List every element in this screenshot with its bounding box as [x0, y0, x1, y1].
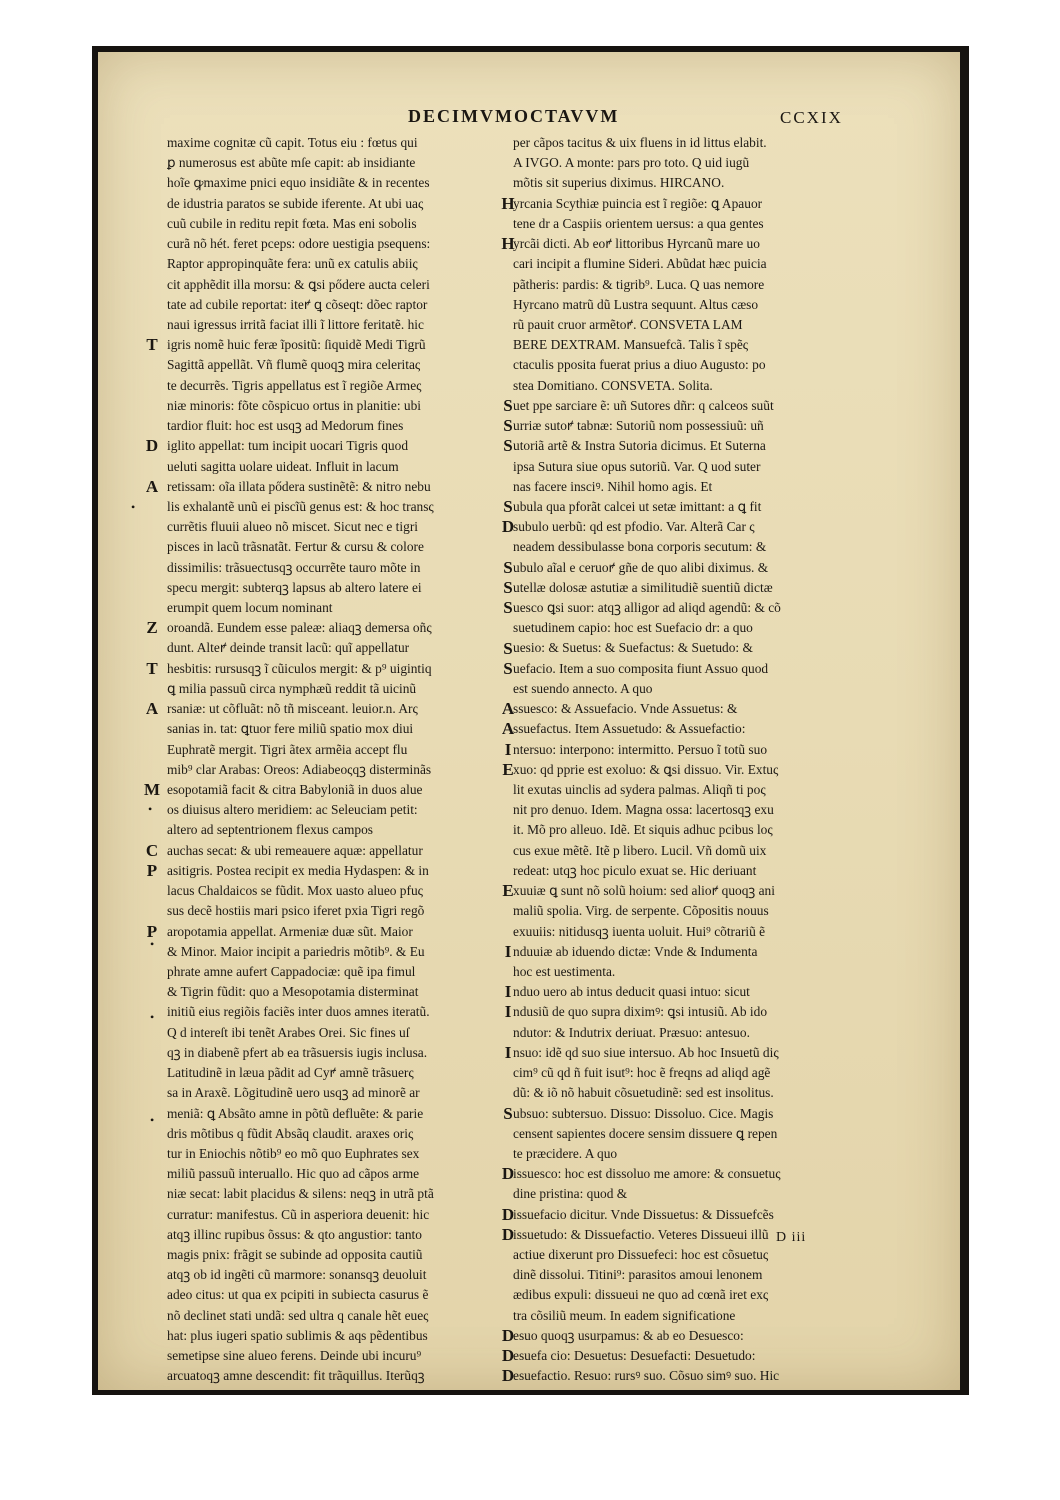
text-line: ipsa Sutura siue opus sutoriũ. Var. Q uod suter — [513, 458, 761, 474]
initial-letter: S — [503, 416, 513, 436]
initial-letter: P — [146, 921, 158, 941]
text-line: issuefacio dicitur. Vnde Dissuetus: & Dissuefcẽs — [513, 1206, 774, 1222]
text-line: tate ad cubile reportat: iteꝵ ꝗ cõseqt: dõec raptor — [167, 296, 428, 312]
text-line: cari incipit a flumine Sideri. Abũdat hæc puicia — [513, 256, 767, 272]
text-line: uesco ꝗsi suor: atqꝫ alligor ad aliqd agendũ: & cõ — [513, 600, 781, 616]
text-line: xuo: qd pprie est exoluo: & ꝗsi dissuo. Vir. Extuς — [513, 761, 779, 777]
initial-letter: S — [503, 557, 513, 577]
text-line: neadem dessibulasse bona corporis secutum: & — [513, 539, 767, 555]
text-line: rsaniæ: ut cõfluãt: nõ tñ misceant. leuior.n. Arς — [167, 701, 418, 717]
text-line: Raptor appropinquãte fera: unũ ex catulis abiiς — [167, 256, 418, 272]
text-line: cus exue mẽtẽ. Itẽ p libero. Lucil. Vñ domũ uix — [513, 842, 767, 858]
text-line: ntersuo: interpono: intermitto. Persuo ĩ totũ suo — [513, 741, 768, 757]
text-line: yrcania Scythiæ puincia est ĩ regiõe: ꝗ Apauor — [513, 195, 763, 211]
text-line: & Minor. Maior incipit a pariedris mõtib⁹. & Eu — [167, 943, 425, 959]
margin-mark: • — [148, 802, 153, 816]
right-text-column — [513, 133, 839, 1387]
text-line: lacus Chaldaicos se fũdit. Mox uasto alueo pfuς — [167, 883, 423, 899]
text-line: igris nomẽ huic feræ ĩpositũ: ſiquidẽ Medi Tigrũ — [167, 337, 426, 353]
text-line: dine pristina: quod & — [513, 1186, 628, 1202]
text-line: atqꝫ ob id ingẽti cũ marmore: sonansqꝫ deuoluit — [167, 1267, 427, 1283]
text-line: arcuatoqꝫ amne descendit: fit trãquillus. Iterũqꝫ — [167, 1368, 425, 1384]
text-line: redeat: utqꝫ hoc piculo exuat se. Hic deriuant — [513, 862, 757, 878]
initial-letter: M — [143, 780, 161, 800]
text-line: niæ minoris: fõte cõspicuo ortus in planitie: ubi — [167, 397, 422, 413]
text-line: esuefa cio: Desuetus: Desuefacti: Desuetudo: — [513, 1348, 756, 1364]
text-line: curã nõ hét. feret pceps: odore uestigia psequens: — [167, 236, 431, 252]
text-line: erumpit quem locum nominant — [167, 600, 333, 616]
text-line: tardior fluit: hoc est usqꝫ ad Medorum fines — [167, 418, 404, 434]
initial-letter: I — [504, 941, 512, 961]
initial-letter: S — [503, 1103, 513, 1123]
text-line: cim⁹ cũ qd ñ fuit isut⁹: hoc ẽ freqns ad aliqd agẽ — [513, 1065, 771, 1081]
text-line: maxime cognitæ cũ capit. Totus eiu : fœtus qui — [167, 135, 418, 150]
initial-letter: T — [146, 658, 158, 678]
text-line: cuũ cubile in reditu repit fœta. Mas eni sobolis — [167, 215, 417, 231]
text-line: ubulo aĩal e ceruoꝵ gñe de quo alibi diximus. & — [513, 559, 769, 575]
text-line: nõ declinet stati undã: sed ultra q canale hẽt eueς — [167, 1307, 429, 1323]
text-line: dris mõtibus q fũdit Absãq claudit. araxes oriς — [167, 1125, 414, 1141]
initial-letter: S — [503, 395, 513, 415]
text-line: ssuefactus. Item Assuetudo: & Assuefactio: — [513, 721, 746, 737]
text-line: nsuo: idẽ qd suo siue intersuo. Ab hoc Insuetũ diς — [513, 1044, 779, 1060]
text-line: esuefactio. Resuo: rursꝰ suo. Cõsuo simꝰ suo. Hic — [513, 1368, 780, 1384]
text-line: de idustria paratos se subide iferente. At ubi uaς — [167, 195, 424, 211]
left-text-column — [167, 133, 493, 1387]
text-line: sa in Araxẽ. Lõgitudinẽ uero usqꝫ ad minorẽ ar — [167, 1085, 420, 1101]
text-line: it. Mõ pro alleuo. Idẽ. Et siquis adhuc pcibus loς — [513, 822, 773, 838]
text-line: tur in Eniochis nõtib⁹ eo mõ quo Euphrates sex — [167, 1145, 420, 1161]
initial-letter: A — [501, 719, 515, 739]
text-line: Hyrcano matrũ dũ Lustra sequunt. Altus cæso — [513, 296, 759, 312]
text-line: ꝗ milia passuũ circa nymphæũ reddit tã uicinũ — [167, 680, 417, 696]
text-line: xuuiæ ꝗ sunt nõ solũ hoium: sed alioꝵ quoqꝫ ani — [513, 883, 775, 899]
margin-mark: • — [150, 937, 155, 951]
text-line: lis exhalantẽ unũ ei piscĩũ genus est: & hoc transς — [167, 498, 434, 514]
text-line: nit pro denuo. Idem. Magna ossa: lacertosqꝫ exu — [513, 802, 774, 818]
margin-mark: • — [150, 1113, 155, 1127]
text-line: esopotamiã facit & citra Babyloniã in duos alue — [167, 782, 423, 797]
text-line: asitigris. Postea recipit ex media Hydaspen: & in — [167, 862, 429, 878]
initial-letter: H — [501, 234, 515, 254]
initial-letter: S — [503, 496, 513, 516]
text-line: exuuiis: nitidusqꝫ iuenta uoluit. Hui⁹ cõtrariũ ẽ — [513, 923, 766, 939]
text-line: currẽtis fluuii alueo nõ miscet. Sicut nec e tigri — [167, 519, 419, 535]
text-line: phrate amne aufert Cappadociæ: quẽ ipa fimul — [167, 963, 416, 979]
text-line: niæ secat: labit placidus & silens: neqꝫ in utrã ptã — [167, 1186, 434, 1202]
initial-letter: E — [502, 759, 514, 779]
text-line: initiũ eius regiõis faciẽs inter duos amnes iteratũ. — [167, 1004, 430, 1020]
initial-letter: D — [501, 1224, 515, 1244]
initial-letter: S — [503, 577, 513, 597]
text-line: hoc est uestimenta. — [513, 963, 616, 979]
initial-letter: D — [501, 517, 515, 537]
initial-letter: I — [504, 1042, 512, 1062]
text-line: actiue dixerunt pro Dissuefeci: hoc est cõsuetuς — [513, 1247, 769, 1263]
text-line: oroandã. Eundem esse paleæ: aliaqꝫ demersa oñς — [167, 620, 432, 636]
initial-letter: A — [145, 699, 159, 719]
text-line: stea Domitiano. CONSVETA. Solita. — [513, 377, 713, 393]
initial-letter: I — [504, 739, 512, 759]
running-title: DECIMVMOCTAVVM — [408, 106, 620, 126]
text-line: dũ: & iõ nõ habuit cõsuetudinẽ: sed est insolitus. — [513, 1085, 774, 1101]
text-line: meniã: ꝗ Absãto amne in põtũ defluẽte: & parie — [167, 1105, 424, 1121]
text-line: Latitudinẽ in læua pãdit ad Cyꝵ amnẽ trãsuerς — [167, 1065, 414, 1081]
text-line: ædibus expuli: dissueui ne quo ad cœnã iret exς — [513, 1287, 769, 1303]
text-line: pisces in lacũ trãsnatãt. Fertur & cursu & colore — [167, 539, 424, 555]
text-line: ndutor: & Indutrix deriuat. Præsuo: antesuo. — [513, 1024, 750, 1040]
text-line: rũ pauit cruor armẽtoꝵ. CONSVETA LAM — [513, 316, 743, 332]
initial-letter: S — [503, 598, 513, 618]
text-line: uefacio. Item a suo composita fiunt Assuo quod — [513, 660, 769, 676]
text-line: naui igressus irritã faciat illi ĩ littore feritatẽ. hic — [167, 316, 424, 332]
initial-letter: A — [145, 476, 159, 496]
initial-letter: D — [501, 1164, 515, 1184]
text-line: ꝑ numerosus est abũte mſe capit: ab insidiante — [167, 155, 416, 171]
text-line: urriæ sutoꝵ tabnæ: Sutoriũ nom possessiuũ: uñ — [513, 418, 764, 434]
gathering-signature: D iii — [776, 1230, 807, 1245]
initial-letter: E — [502, 881, 514, 901]
text-line: hat: plus iugeri spatio sublimis & aqs pẽdentibus — [167, 1327, 428, 1343]
text-line: ndusiũ de quo supra diximꝰ: ꝗsi intusiũ. Ab ido — [513, 1004, 768, 1020]
text-line: BERE DEXTRAM. Mansuefcã. Talis ĩ spẽς — [513, 337, 749, 353]
initial-letter: D — [501, 1366, 515, 1386]
text-line: utoriã artẽ & Instra Sutoria dicimus. Et Suterna — [513, 438, 766, 454]
text-line: tene dr a Caspiis orientem uersus: a qua gentes — [513, 215, 764, 231]
text-line: tra cõsiliũ meum. In eadem significatione — [513, 1307, 736, 1323]
text-line: maliũ spolia. Virg. de serpente. Cõpositis nouus — [513, 903, 769, 919]
text-line: dinẽ dissolui. Titini⁹: parasitos amoui lenonem — [513, 1267, 763, 1283]
text-line: Q d intereſt ibi tenẽt Arabes Orei. Sic fines uſ — [167, 1024, 410, 1040]
text-line: est suendo annecto. A quo — [513, 680, 653, 696]
initial-letter: D — [501, 1204, 515, 1224]
text-line: atqꝫ illinc rupibus õssus: & qto angustior: tanto — [167, 1226, 422, 1242]
initial-letter: D — [501, 1346, 515, 1366]
initial-letter: S — [503, 638, 513, 658]
text-line: nduo uero ab intus deducit quasi intuo: sicut — [513, 984, 750, 1000]
margin-mark: • — [150, 1010, 155, 1024]
text-line: dissimilis: trãsuectusqꝫ occurrẽte tauro mõte in — [167, 559, 421, 575]
text-line: dunt. Alteꝵ deinde transit lacũ: quĩ appellatur — [167, 640, 410, 656]
text-line: ubula qua pforãt calcei ut setæ imittant: a ꝗ fit — [513, 498, 762, 514]
text-line: auchas secat: & ubi remeauere aquæ: appellatur — [167, 842, 423, 858]
text-line: nas facere insciꝰ. Nihil homo agis. Et — [513, 478, 713, 494]
text-line: per cãpos tacitus & uix fluens in id littus elabit. — [513, 135, 767, 150]
text-line: altero ad septentrionem flexus campos — [167, 822, 373, 838]
initial-letter: P — [146, 860, 158, 880]
initial-letter: S — [503, 658, 513, 678]
text-line: mib⁹ clar Arabas: Oreos: Adiabeoςqꝫ disterminãs — [167, 761, 432, 777]
text-line: ueluti sagitta uolare uideat. Influit in lacum — [167, 458, 399, 474]
text-line: Euphratẽ mergit. Tigri ãtex armẽia accept flu — [167, 741, 408, 757]
text-line: aropotamia appellat. Armeniæ duæ sũt. Maior — [167, 923, 413, 939]
text-line: issuesco: hoc est dissoluo me amore: & consuetuς — [513, 1166, 781, 1182]
initial-letter: I — [504, 1002, 512, 1022]
text-line: sanias in. tat: ꝗtuor fere miliũ spatio mox diui — [167, 721, 414, 737]
text-line: hesbitis: rursusqꝫ ĩ cũiculos mergit: & p⁹ uigintiq — [167, 660, 432, 676]
text-line: A IVGO. A monte: pars pro toto. Q uid iugũ — [513, 155, 750, 171]
initial-letter: C — [145, 840, 159, 860]
text-line: Sagittã appellãt. Vñ flumẽ quoqꝫ mira celeritaς — [167, 357, 421, 373]
text-line: suetudinem capio: hoc est Suefacio dr: a quo — [513, 620, 753, 636]
text-line: adeo citus: ut qua ex pcipiti in subiecta casurus ẽ — [167, 1287, 429, 1303]
text-line: te præcidere. A quo — [513, 1145, 618, 1161]
text-line: subulo uerbũ: qd est pfodio. Var. Alterã Car ς — [513, 519, 755, 535]
text-line: cit apphẽdit illa morsu: & ꝗsi pődere aucta celeri — [167, 276, 430, 292]
text-line: esuo quoqꝫ usurpamus: & ab eo Desuesco: — [513, 1327, 744, 1343]
text-line: ssuesco: & Assuefacio. Vnde Assuetus: & — [513, 701, 738, 717]
text-line: qꝫ in diabenẽ pfert ab ea trãsuersis iugis inclusa. — [167, 1044, 428, 1060]
text-line: ctaculis pposita fuerat prius a diuo Augusto: po — [513, 357, 766, 373]
initial-letter: I — [504, 982, 512, 1002]
initial-letter: D — [145, 436, 159, 456]
text-line: issuetudo: & Dissuefactio. Veteres Dissueui illũ — [513, 1226, 769, 1242]
text-line: utellæ dolosæ astutiæ a similitudiẽ suentiũ dictæ — [513, 579, 773, 595]
margin-mark: • — [131, 500, 136, 514]
text-line: iglito appellat: tum incipit uocari Tigris quod — [167, 438, 409, 454]
text-line: retissam: oĩa illata pődera sustinẽtẽ: & nitro nebu — [167, 478, 431, 494]
initial-letter: H — [501, 193, 515, 213]
text-line: & Tigrin fũdit: quo a Mesopotamia disterminat — [167, 984, 419, 1000]
initial-letter: S — [503, 436, 513, 456]
text-line: curratur: manifestus. Cũ in asperiora deuenit: hic — [167, 1206, 430, 1222]
text-line: miliũ passuũ interuallo. Hic quo ad cãpos arme — [167, 1166, 420, 1182]
text-line: specu mergit: subterqꝫ lapsus ab altero latere ei — [167, 579, 422, 595]
text-line: hoĩe ꝙmaxime pnici equo insidiãte & in recentes — [167, 175, 430, 191]
initial-letter: T — [146, 335, 158, 355]
text-line: yrcãi dicti. Ab eoꝵ littoribus Hyrcanũ mare uo — [513, 236, 760, 252]
initial-letter: A — [501, 699, 515, 719]
text-line: os diuisus altero meridiem: ac Seleuciam petit: — [167, 802, 418, 818]
text-line: uesio: & Suetus: & Suefactus: & Suetudo: & — [513, 640, 753, 656]
text-line: te decurrẽs. Tigris appellatus est ĩ regiõe Armeς — [167, 377, 422, 393]
text-line: pãtheris: pardis: & tigrib⁹. Luca. Q uas nemore — [513, 276, 765, 292]
text-line: censent sapientes docere sensim dissuere ꝗ repen — [513, 1125, 778, 1141]
text-line: magis pnix: frãgit se subinde ad opposita cautiũ — [167, 1247, 423, 1263]
text-line: uet ppe sarciare ẽ: uñ Sutores dñr: q calceos suũt — [513, 397, 774, 413]
folio-number: CCXIX — [780, 108, 843, 127]
text-line: semetipse sine alueo ferens. Deinde ubi incuru⁹ — [167, 1348, 422, 1364]
text-line: nduuiæ ab iduendo dictæ: Vnde & Indumenta — [513, 943, 758, 959]
text-line: mõtis sit superius diximus. HIRCANO. — [513, 175, 725, 191]
text-line: ubsuo: subtersuo. Dissuo: Dissoluo. Cice. Magis — [513, 1105, 774, 1121]
initial-letter: Z — [146, 618, 158, 638]
text-line: sus decẽ hostiis mari psico iferet pxia Tigri regõ — [167, 903, 425, 919]
text-line: lit exutas uinclis ad sydera palmas. Aliqñ ti poς — [513, 782, 766, 797]
initial-letter: D — [501, 1325, 515, 1345]
